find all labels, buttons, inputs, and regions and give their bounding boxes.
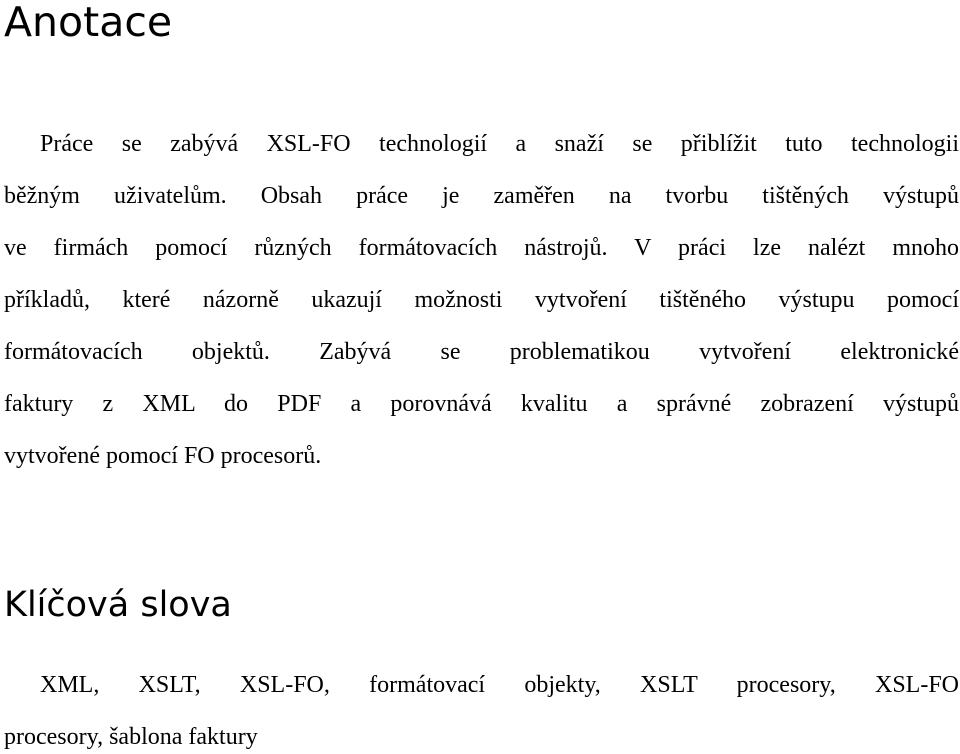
abstract-line: Práce se zabývá XSL-FO technologií a snaží se přiblížit tuto technologii — [40, 131, 959, 157]
keywords-line: procesory, šablona faktury — [4, 724, 258, 750]
abstract-line: ve firmách pomocí různých formátovacích nástrojů. V práci lze nalézt mnoho — [4, 235, 959, 261]
abstract-heading: Anotace — [4, 0, 173, 46]
keywords-heading: Klíčová slova — [4, 585, 232, 625]
keywords-line: XML, XSLT, XSL-FO, formátovací objekty, XSLT procesory, XSL-FO — [40, 672, 959, 698]
abstract-line: vytvořené pomocí FO procesorů. — [4, 443, 322, 469]
abstract-line: příkladů, které názorně ukazují možnosti vytvoření tištěného výstupu pomocí — [4, 287, 959, 313]
abstract-line: faktury z XML do PDF a porovnává kvalitu a správné zobrazení výstupů — [4, 391, 959, 417]
abstract-line: formátovacích objektů. Zabývá se problematikou vytvoření elektronické — [4, 339, 959, 365]
abstract-line: běžným uživatelům. Obsah práce je zaměřen na tvorbu tištěných výstupů — [4, 183, 959, 209]
